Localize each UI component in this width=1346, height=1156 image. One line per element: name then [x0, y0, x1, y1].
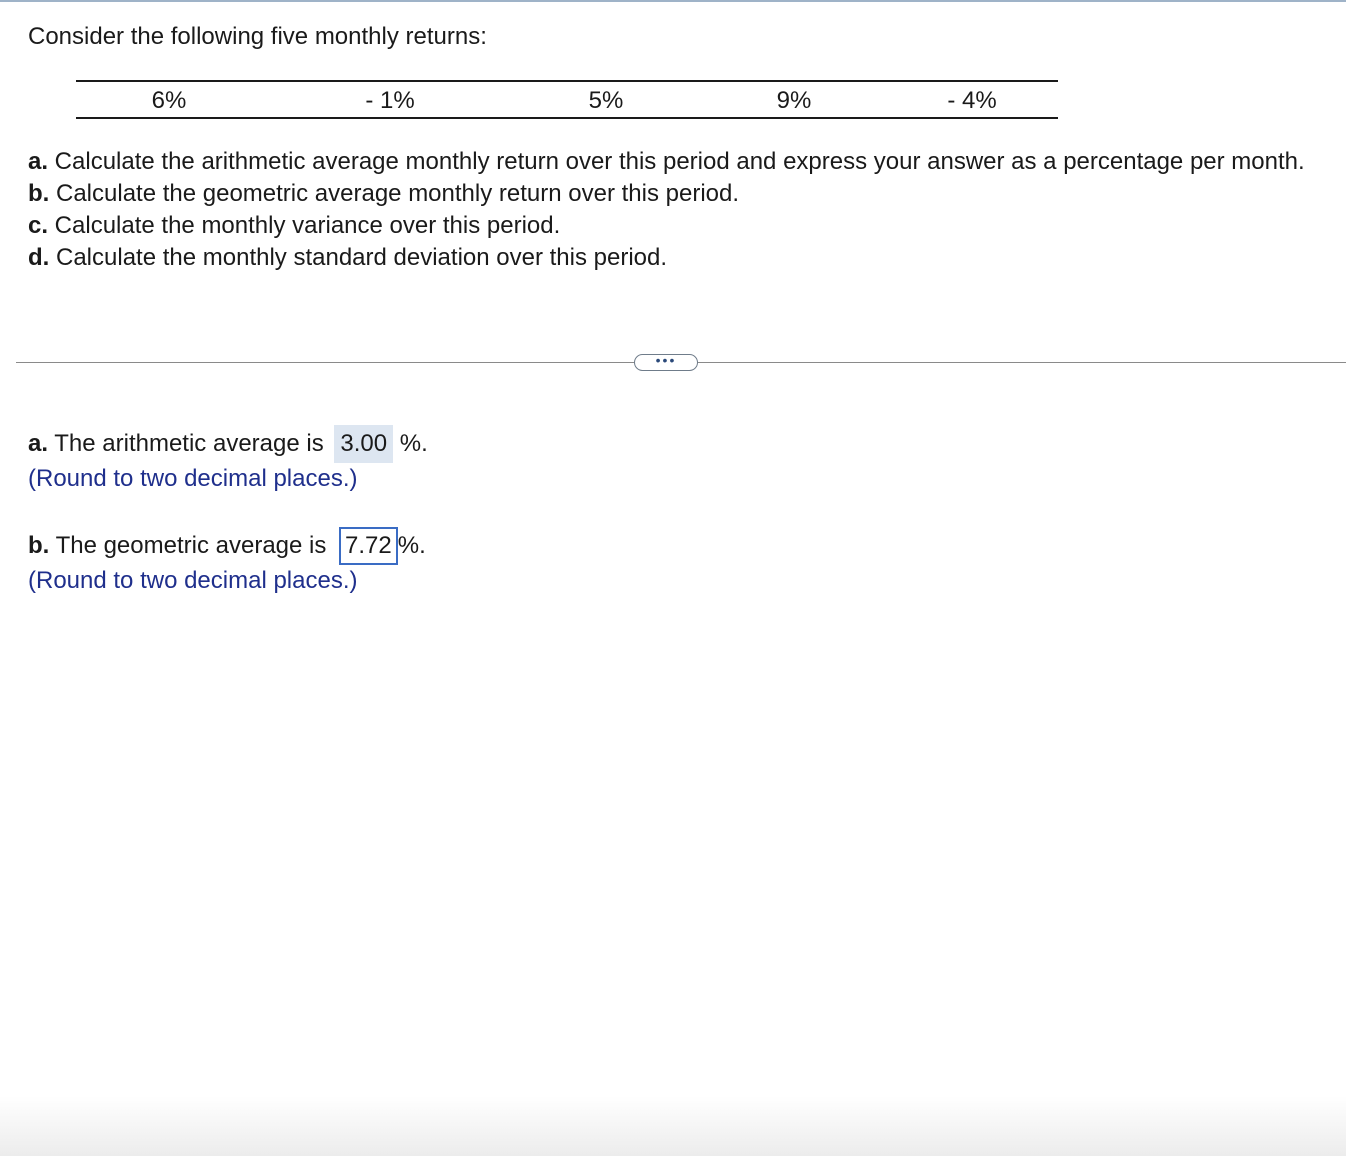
question-text: Calculate the arithmetic average monthly return over this period and express your answer as a percentage per month. [48, 148, 1305, 175]
question-text: Calculate the geometric average monthly return over this period. [49, 180, 740, 207]
return-cell: 5% [588, 87, 624, 114]
top-border [0, 0, 1346, 2]
question-text: Calculate the monthly standard deviation over this period. [49, 244, 668, 271]
answer-letter: a. [28, 430, 49, 457]
question-letter: d. [28, 244, 50, 271]
question-letter: b. [28, 180, 50, 207]
question-a [28, 146, 1333, 178]
answer-suffix: %. [393, 430, 428, 457]
question-text: Calculate the monthly variance over this period. [48, 212, 561, 239]
question-list [28, 146, 1333, 274]
answer-a [28, 425, 428, 463]
returns-table [76, 80, 1058, 119]
answer-letter: b. [28, 532, 50, 559]
arithmetic-average-value: 3.00 [334, 425, 393, 463]
question-c [28, 210, 1333, 242]
rounding-hint: (Round to two decimal places.) [28, 465, 358, 492]
geometric-average-input[interactable]: 7.72 [339, 527, 398, 565]
answer-b [28, 527, 426, 565]
answer-suffix: %. [397, 532, 426, 559]
return-cell: - 4% [947, 87, 997, 114]
problem-intro: Consider the following five monthly returns: [28, 23, 487, 50]
bottom-fade [0, 1096, 1346, 1156]
return-cell: 9% [776, 87, 812, 114]
answer-prefix: The arithmetic average is [48, 430, 331, 457]
question-b [28, 178, 1333, 210]
question-letter: c. [28, 212, 49, 239]
expand-more-button[interactable]: ••• [634, 354, 698, 371]
return-cell: - 1% [365, 87, 415, 114]
rounding-hint: (Round to two decimal places.) [28, 567, 358, 594]
question-d [28, 242, 1333, 274]
return-cell: 6% [151, 87, 187, 114]
answer-prefix: The geometric average is [49, 532, 334, 559]
question-letter: a. [28, 148, 49, 175]
